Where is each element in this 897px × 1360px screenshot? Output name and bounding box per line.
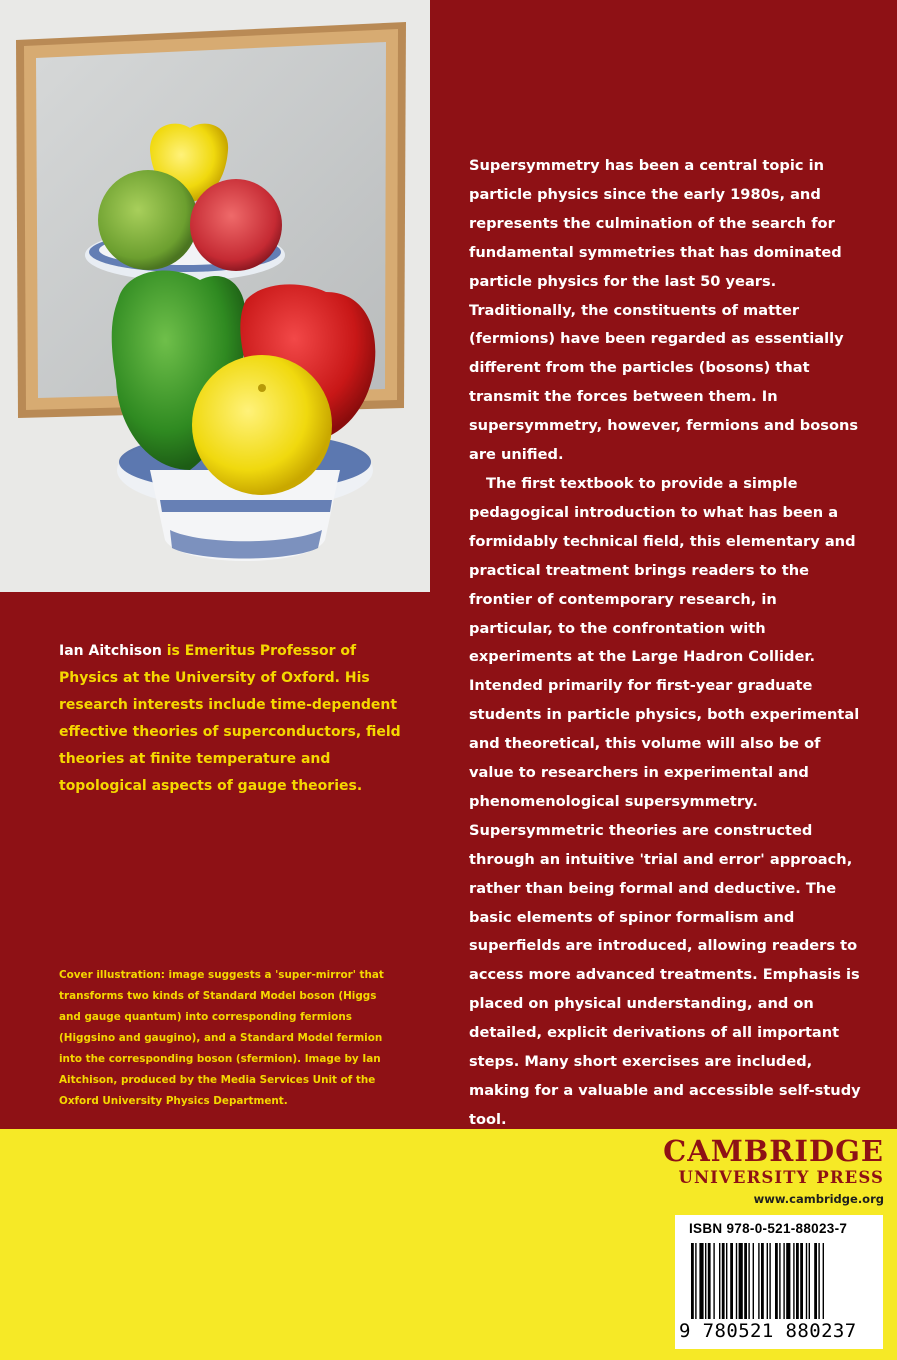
barcode-bar: [783, 1243, 784, 1319]
blurb: [469, 152, 861, 1135]
barcode-bar: [691, 1243, 694, 1319]
author-name: Ian Aitchison: [59, 643, 162, 659]
barcode-bar: [695, 1243, 696, 1319]
barcode-bar: [753, 1243, 754, 1319]
barcode-bar: [796, 1243, 799, 1319]
barcode-bar: [779, 1243, 780, 1319]
barcode-bar: [806, 1243, 807, 1319]
barcode-digits: 9 780521 880237: [679, 1320, 857, 1342]
publisher-url: www.cambridge.org: [753, 1192, 884, 1206]
barcode-bar: [744, 1243, 747, 1319]
barcode-bar: [708, 1243, 711, 1319]
barcode-bar: [769, 1243, 770, 1319]
barcode-bar: [800, 1243, 803, 1319]
barcode-bar: [722, 1243, 725, 1319]
barcode-bar: [730, 1243, 733, 1319]
author-bio: [59, 638, 404, 800]
barcode-bar: [736, 1243, 737, 1319]
isbn-label: ISBN 978-0-521-88023-7: [689, 1221, 848, 1236]
barcode-bar: [793, 1243, 794, 1319]
green-apple: [98, 170, 198, 270]
blurb-paragraph-2: The first textbook to provide a simple pedagogical introduction to what has been a formidably technical field, this elementary and practical treatment brings readers to the frontier of contemporary research, in particular, to the confrontation with experiments at the Large Hadron Collider. Intended primarily for first-year graduate students in particle physics, both experimental and theoretical, this volume will also be of value to researchers in experimental and phenomenological supersymmetry. Supersymmetric theories are constructed through an intuitive 'trial and error' approach, rather than being formal and deductive. The basic elements of spinor formalism and superfields are introduced, allowing readers to access more advanced treatments. Emphasis is placed on physical understanding, and on detailed, explicit derivations of all important steps. Many short exercises are included, making for a valuable and accessible self-study tool.: [469, 474, 861, 1128]
barcode-bar: [761, 1243, 764, 1319]
barcode-bar: [705, 1243, 706, 1319]
barcode-bar: [699, 1243, 703, 1319]
barcode-bar: [809, 1243, 810, 1319]
publisher-subname: UNIVERSITY PRESS: [678, 1168, 884, 1187]
barcode-bar: [713, 1243, 714, 1319]
barcode-bar: [814, 1243, 817, 1319]
grapefruit: [192, 355, 332, 495]
author-bio-text: is Emeritus Professor of Physics at the University of Oxford. His research interests include time-dependent effective theories of superconductors, field theories at finite temperature and topological aspects of gauge theories.: [59, 643, 401, 794]
publisher-block: [663, 1136, 884, 1209]
barcode-bar: [719, 1243, 720, 1319]
barcode-bar: [786, 1243, 790, 1319]
barcode-bar: [818, 1243, 819, 1319]
barcode-bars: [691, 1243, 869, 1319]
barcode-bar: [726, 1243, 727, 1319]
barcode-bar: [758, 1243, 759, 1319]
red-apple: [190, 179, 282, 271]
barcode-bar: [748, 1243, 749, 1319]
isbn-barcode: [675, 1215, 883, 1349]
cover-photo: [0, 0, 430, 592]
publisher-name: CAMBRIDGE: [663, 1134, 884, 1168]
mirror-fruit-illustration: [0, 0, 430, 592]
barcode-bar: [775, 1243, 778, 1319]
blurb-paragraph-1: Supersymmetry has been a central topic in particle physics since the early 1980s, and represents the culmination of the search for fundamental symmetries that has dominated particle physics for the last 50 years. Traditionally, the constituents of matter (fermions) have been regarded as essentially different from the particles (bosons) that transmit the forces between them. In supersymmetry, however, fermions and bosons are unified.: [469, 157, 859, 464]
cover-caption: Cover illustration: image suggests a 'super-mirror' that transforms two kinds of Standard Model boson (Higgs and gauge quantum) into corresponding fermions (Higgsino and gaugino), and a Standard Model fermion into the corresponding boson (sfermion). Image by Ian Aitchison, produced by the Media Services Unit of the Oxford University Physics Department.: [59, 969, 384, 1107]
barcode-bar: [823, 1243, 824, 1319]
barcode-bar: [739, 1243, 743, 1319]
barcode-bar: [767, 1243, 768, 1319]
